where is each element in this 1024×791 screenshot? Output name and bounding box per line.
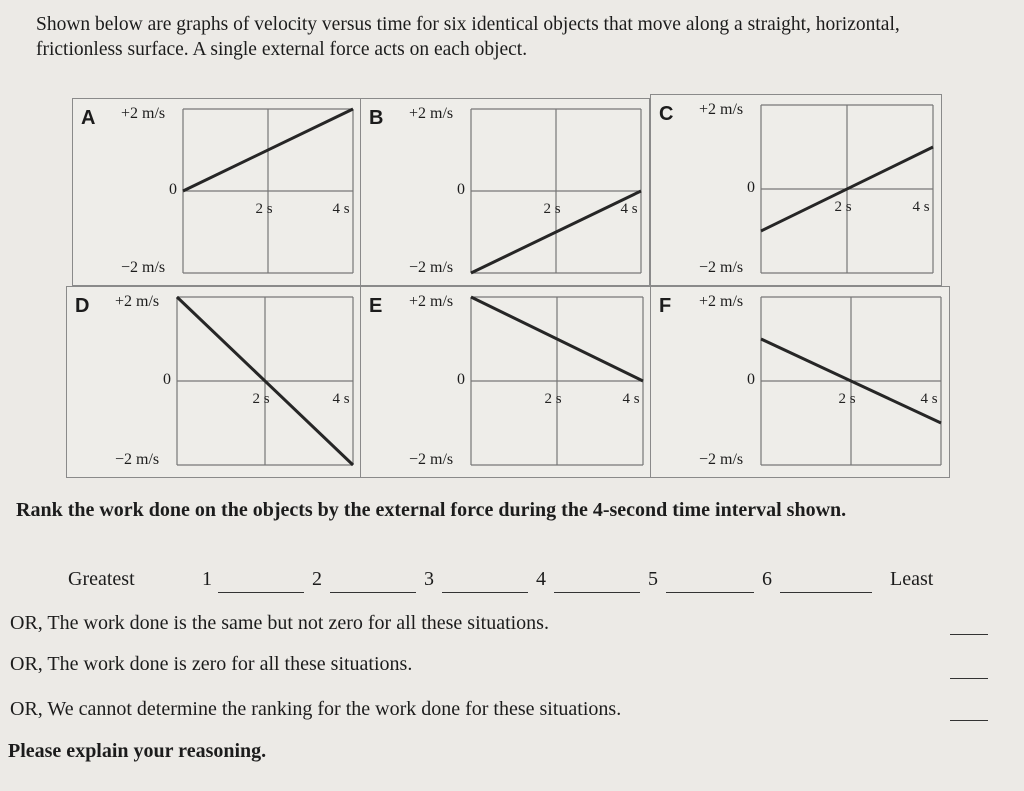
problem-intro: Shown below are graphs of velocity versus time for six identical objects that move along a straight, horizontal, frictionless surface. A single external force acts on each object. (36, 14, 900, 60)
ranking-row (68, 568, 1008, 596)
tick-4s: 4 s (332, 201, 350, 217)
tick-4s: 4 s (912, 199, 930, 215)
zero-label: 0 (457, 181, 465, 198)
graph-panel-b (360, 98, 650, 286)
tick-4s: 4 s (920, 391, 938, 407)
graph-letter: E (369, 295, 383, 317)
graph-panel-d (66, 286, 362, 478)
rank-5-blank[interactable] (666, 592, 754, 593)
option-cannot-determine: OR, We cannot determine the ranking for the work done for these situations. (10, 698, 622, 720)
rank-1-label: 1 (202, 568, 212, 590)
rank-3-blank[interactable] (442, 592, 528, 593)
option-zero-blank[interactable] (950, 678, 988, 679)
zero-label: 0 (747, 371, 755, 388)
graph-plot (73, 99, 361, 285)
v-min-label: −2 m/s (699, 451, 744, 468)
graph-plot (651, 287, 949, 477)
graph-letter: C (659, 103, 674, 125)
rank-6-blank[interactable] (780, 592, 872, 593)
graph-letter: D (75, 295, 90, 317)
rank-2-blank[interactable] (330, 592, 416, 593)
option-zero: OR, The work done is zero for all these situations. (10, 653, 413, 675)
tick-2s: 2 s (543, 201, 561, 217)
zero-label: 0 (457, 371, 465, 388)
v-min-label: −2 m/s (121, 259, 166, 276)
v-min-label: −2 m/s (409, 451, 454, 468)
graph-plot (361, 287, 651, 477)
v-min-label: −2 m/s (699, 259, 744, 276)
explain-prompt: Please explain your reasoning. (8, 740, 267, 762)
v-max-label: +2 m/s (699, 293, 744, 310)
v-max-label: +2 m/s (409, 105, 454, 122)
graph-panel-f (650, 286, 950, 478)
v-max-label: +2 m/s (115, 293, 160, 310)
v-min-label: −2 m/s (409, 259, 454, 276)
rank-5-label: 5 (648, 568, 658, 590)
graph-panel-e (360, 286, 652, 478)
graph-panel-a (72, 98, 362, 286)
graph-panel-c (650, 94, 942, 286)
tick-2s: 2 s (838, 391, 856, 407)
option-same-nonzero: OR, The work done is the same but not zero for all these situations. (10, 612, 549, 634)
graph-letter: B (369, 107, 384, 129)
tick-2s: 2 s (255, 201, 273, 217)
graph-letter: F (659, 295, 672, 317)
graph-plot (361, 99, 649, 285)
rank-4-blank[interactable] (554, 592, 640, 593)
rank-4-label: 4 (536, 568, 546, 590)
tick-4s: 4 s (622, 391, 640, 407)
option-same-nonzero-blank[interactable] (950, 634, 988, 635)
zero-label: 0 (169, 181, 177, 198)
rank-1-blank[interactable] (218, 592, 304, 593)
rank-2-label: 2 (312, 568, 322, 590)
v-max-label: +2 m/s (409, 293, 454, 310)
zero-label: 0 (747, 179, 755, 196)
question-text: Rank the work done on the objects by the external force during the 4-second time interval shown. (16, 499, 847, 521)
graph-plot (67, 287, 361, 477)
graph-letter: A (81, 107, 96, 129)
ranking-least-label: Least (890, 568, 934, 590)
tick-2s: 2 s (834, 199, 852, 215)
zero-label: 0 (163, 371, 171, 388)
tick-2s: 2 s (252, 391, 270, 407)
tick-4s: 4 s (620, 201, 638, 217)
ranking-greatest-label: Greatest (68, 568, 135, 590)
v-min-label: −2 m/s (115, 451, 160, 468)
rank-6-label: 6 (762, 568, 772, 590)
rank-3-label: 3 (424, 568, 434, 590)
v-max-label: +2 m/s (121, 105, 166, 122)
option-cannot-determine-blank[interactable] (950, 720, 988, 721)
v-max-label: +2 m/s (699, 101, 744, 118)
graph-plot (651, 95, 941, 285)
tick-4s: 4 s (332, 391, 350, 407)
tick-2s: 2 s (544, 391, 562, 407)
